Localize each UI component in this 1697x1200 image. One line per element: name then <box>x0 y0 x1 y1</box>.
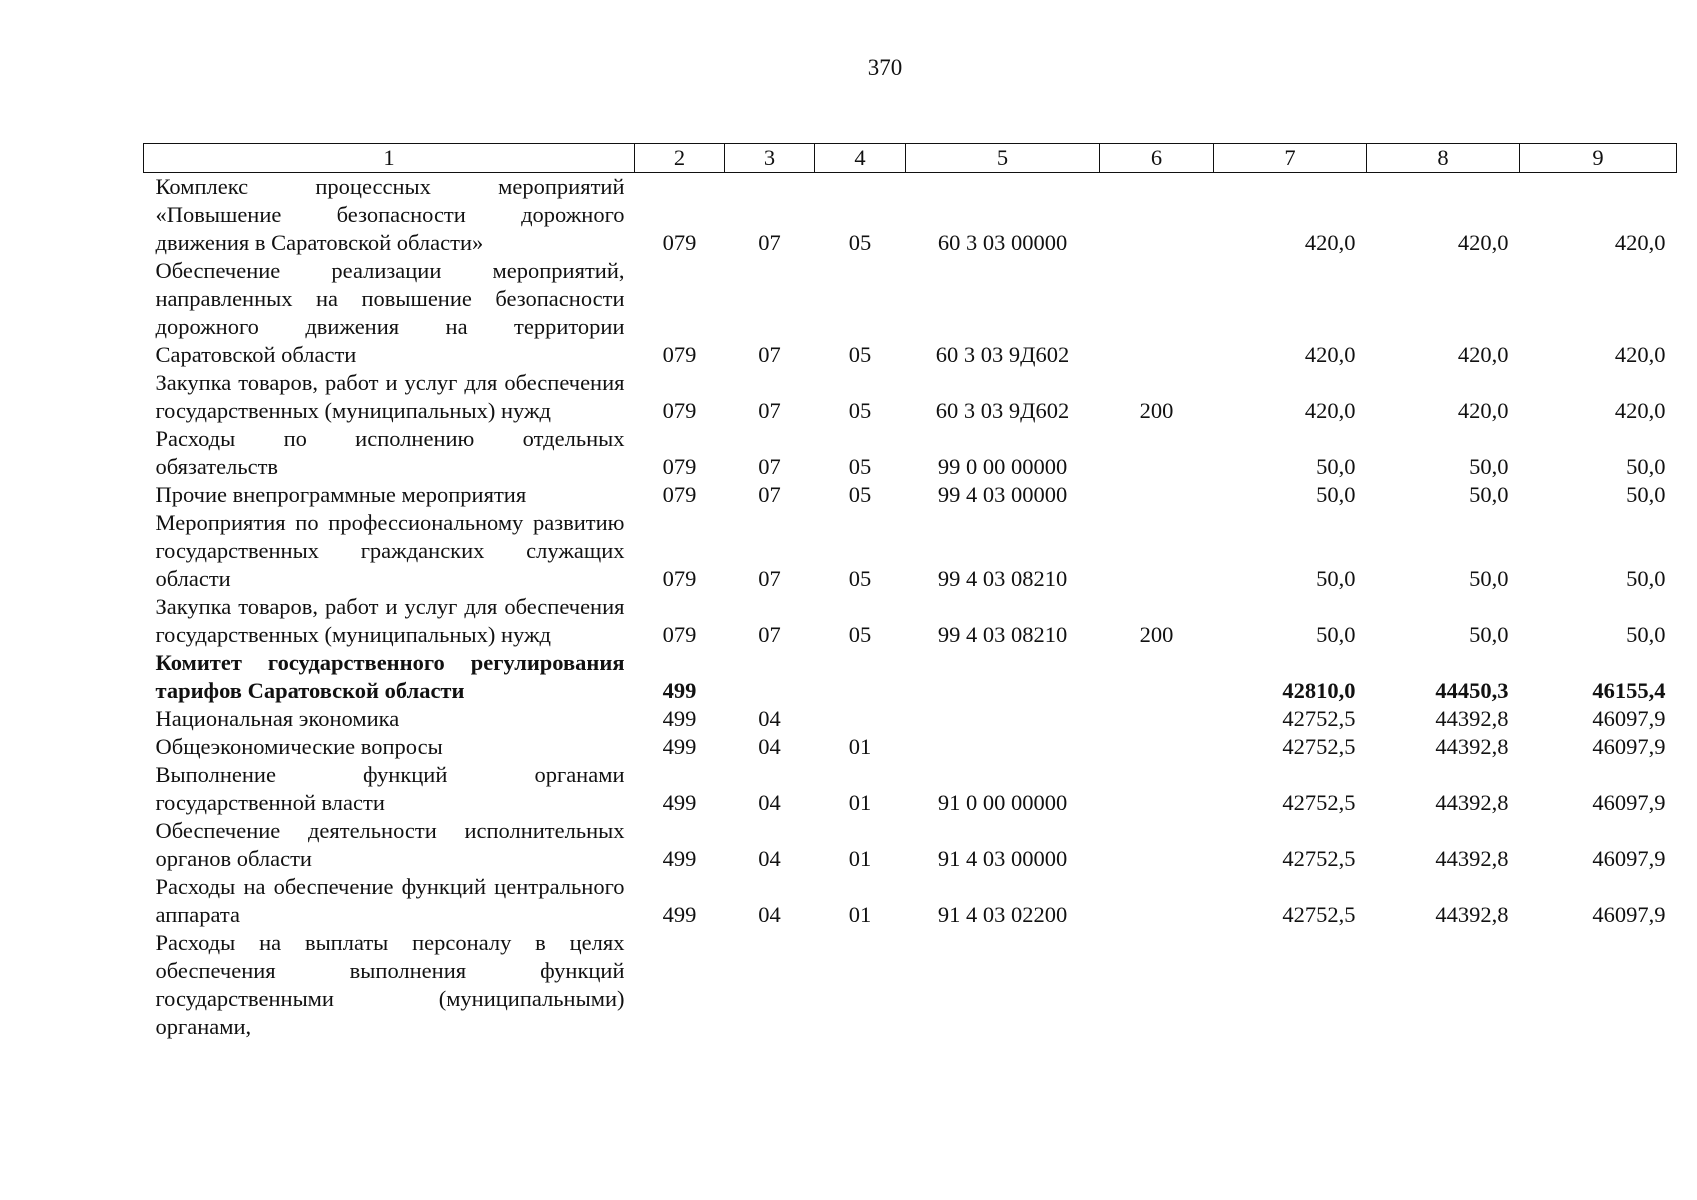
table-row <box>144 733 1677 761</box>
row-expense-type <box>1100 481 1214 509</box>
row-amount-col7: 42810,0 <box>1282 678 1356 703</box>
row-admin-code: 499 <box>662 846 697 871</box>
row-expense-type <box>1100 257 1214 369</box>
table-row <box>144 173 1677 258</box>
row-target-article: 99 4 03 08210 <box>937 566 1068 591</box>
row-amount-col9: 420,0 <box>1614 342 1666 367</box>
row-amount-col7: 42752,5 <box>1282 706 1356 731</box>
row-target-article: 91 4 03 02200 <box>937 902 1068 927</box>
row-expense-type <box>1100 705 1214 733</box>
row-name: Прочие внепрограммные мероприятия <box>155 482 527 507</box>
table-row <box>144 425 1677 481</box>
row-expense-type <box>1100 873 1214 929</box>
row-name: Национальная экономика <box>155 706 400 731</box>
row-target-article: 99 0 00 00000 <box>937 454 1068 479</box>
row-expense-type <box>1100 425 1214 481</box>
row-admin-code: 499 <box>662 790 697 815</box>
row-admin-code: 079 <box>662 342 697 367</box>
row-subsection-code: 01 <box>848 734 872 759</box>
row-section-code: 04 <box>758 734 781 759</box>
row-target-article <box>906 649 1100 705</box>
table-row <box>144 649 1677 705</box>
column-header: 5 <box>906 144 1100 173</box>
table-row <box>144 481 1677 509</box>
row-amount-col9: 46097,9 <box>1592 790 1666 815</box>
row-expense-type <box>1100 817 1214 873</box>
row-amount-col9: 420,0 <box>1614 230 1666 255</box>
row-admin-code: 079 <box>662 566 697 591</box>
row-name: Общеэкономические вопросы <box>155 734 443 759</box>
row-subsection-code: 01 <box>848 790 872 815</box>
row-expense-type <box>1100 173 1214 258</box>
table-row <box>144 761 1677 817</box>
row-admin-code: 079 <box>662 230 697 255</box>
row-section-code: 07 <box>758 482 781 507</box>
row-amount-col8: 50,0 <box>1469 622 1509 647</box>
page-number: 370 <box>867 55 903 80</box>
row-name: Обеспечение деятельности исполнительных органов области <box>155 818 625 871</box>
row-subsection-code: 01 <box>848 902 872 927</box>
row-amount-col9: 50,0 <box>1626 482 1666 507</box>
row-section-code: 04 <box>758 790 781 815</box>
row-name: Закупка товаров, работ и услуг для обеспечения государственных (муниципальных) нужд <box>155 370 625 423</box>
row-amount-col8: 420,0 <box>1457 342 1509 367</box>
row-target-article: 60 3 03 9Д602 <box>935 398 1070 423</box>
row-subsection-code: 05 <box>848 566 872 591</box>
row-amount-col8: 44450,3 <box>1435 678 1509 703</box>
row-subsection-code: 05 <box>848 482 872 507</box>
row-section-code: 07 <box>758 566 781 591</box>
row-subsection-code: 05 <box>848 230 872 255</box>
row-target-article <box>906 929 1100 1041</box>
row-section-code: 04 <box>758 902 781 927</box>
table-row <box>144 257 1677 369</box>
row-subsection-code <box>815 929 906 1041</box>
row-amount-col8: 420,0 <box>1457 230 1509 255</box>
row-section-code: 07 <box>758 454 781 479</box>
row-amount-col9: 46155,4 <box>1592 678 1666 703</box>
row-target-article: 91 0 00 00000 <box>937 790 1068 815</box>
row-amount-col9: 50,0 <box>1626 566 1666 591</box>
row-section-code: 07 <box>758 230 781 255</box>
row-target-article: 60 3 03 00000 <box>937 230 1068 255</box>
row-section-code: 07 <box>758 342 781 367</box>
table-row <box>144 593 1677 649</box>
row-expense-type: 200 <box>1139 398 1174 423</box>
row-admin-code: 499 <box>662 706 697 731</box>
column-header: 6 <box>1100 144 1214 173</box>
row-name: Расходы на выплаты персоналу в целях обеспечения выполнения функций государственными (муниципальными) органами, <box>155 930 625 1039</box>
column-header: 3 <box>725 144 815 173</box>
row-subsection-code: 05 <box>848 454 872 479</box>
row-name: Закупка товаров, работ и услуг для обеспечения государственных (муниципальных) нужд <box>155 594 625 647</box>
table-row <box>144 817 1677 873</box>
row-amount-col7: 50,0 <box>1316 454 1356 479</box>
row-amount-col7: 420,0 <box>1304 398 1356 423</box>
row-amount-col8: 44392,8 <box>1435 846 1509 871</box>
row-name: Мероприятия по профессиональному развитию государственных гражданских служащих области <box>155 510 625 591</box>
row-admin-code: 079 <box>662 482 697 507</box>
row-amount-col8: 44392,8 <box>1435 790 1509 815</box>
row-subsection-code: 05 <box>848 398 872 423</box>
table-row <box>144 369 1677 425</box>
row-target-article <box>906 705 1100 733</box>
row-amount-col8: 50,0 <box>1469 482 1509 507</box>
column-header: 1 <box>144 144 635 173</box>
row-amount-col9: 46097,9 <box>1592 846 1666 871</box>
row-amount-col7: 420,0 <box>1304 230 1356 255</box>
row-target-article: 91 4 03 00000 <box>937 846 1068 871</box>
row-amount-col9: 46097,9 <box>1592 734 1666 759</box>
row-amount-col9: 420,0 <box>1614 398 1666 423</box>
row-name: Комплекс процессных мероприятий «Повышение безопасности дорожного движения в Саратовской области» <box>155 174 625 255</box>
row-amount-col9: 46097,9 <box>1592 706 1666 731</box>
row-amount-col8: 44392,8 <box>1435 734 1509 759</box>
header-row <box>144 144 1677 173</box>
row-admin-code: 499 <box>662 902 697 927</box>
row-amount-col9 <box>1520 929 1677 1041</box>
row-expense-type <box>1100 761 1214 817</box>
column-header: 7 <box>1214 144 1367 173</box>
table-row <box>144 509 1677 593</box>
row-amount-col7: 42752,5 <box>1282 790 1356 815</box>
row-amount-col7: 420,0 <box>1304 342 1356 367</box>
row-subsection-code: 01 <box>848 846 872 871</box>
row-amount-col8: 44392,8 <box>1435 902 1509 927</box>
row-amount-col7: 42752,5 <box>1282 902 1356 927</box>
row-name: Обеспечение реализации мероприятий, направленных на повышение безопасности дорожного движения на территории Саратовской области <box>155 258 625 367</box>
row-amount-col8: 420,0 <box>1457 398 1509 423</box>
column-header: 4 <box>815 144 906 173</box>
row-amount-col9: 50,0 <box>1626 454 1666 479</box>
row-target-article <box>906 733 1100 761</box>
column-header: 2 <box>635 144 725 173</box>
row-admin-code: 499 <box>662 734 697 759</box>
row-amount-col8: 50,0 <box>1469 566 1509 591</box>
row-amount-col8 <box>1367 929 1520 1041</box>
table-row <box>144 705 1677 733</box>
row-section-code: 04 <box>758 706 781 731</box>
row-section-code <box>725 649 815 705</box>
row-name: Расходы по исполнению отдельных обязательств <box>155 426 625 479</box>
row-admin-code <box>635 929 725 1041</box>
row-amount-col7: 50,0 <box>1316 566 1356 591</box>
row-subsection-code: 05 <box>848 622 872 647</box>
row-admin-code: 079 <box>662 454 697 479</box>
row-admin-code: 079 <box>662 398 697 423</box>
column-header: 9 <box>1520 144 1677 173</box>
row-subsection-code <box>815 705 906 733</box>
row-expense-type: 200 <box>1139 622 1174 647</box>
row-subsection-code <box>815 649 906 705</box>
row-amount-col8: 50,0 <box>1469 454 1509 479</box>
row-section-code: 07 <box>758 398 781 423</box>
table-row <box>144 929 1677 1041</box>
budget-table <box>143 143 1677 1041</box>
row-expense-type <box>1100 509 1214 593</box>
row-subsection-code: 05 <box>848 342 872 367</box>
row-target-article: 99 4 03 00000 <box>937 482 1068 507</box>
row-name: Комитет государственного регулирования тарифов Саратовской области <box>155 650 625 703</box>
row-amount-col8: 44392,8 <box>1435 706 1509 731</box>
row-expense-type <box>1100 649 1214 705</box>
row-section-code <box>725 929 815 1041</box>
table-row <box>144 873 1677 929</box>
row-expense-type <box>1100 733 1214 761</box>
row-amount-col7: 50,0 <box>1316 622 1356 647</box>
row-target-article: 99 4 03 08210 <box>937 622 1068 647</box>
row-target-article: 60 3 03 9Д602 <box>935 342 1070 367</box>
row-amount-col7: 42752,5 <box>1282 734 1356 759</box>
row-name: Расходы на обеспечение функций центрального аппарата <box>155 874 625 927</box>
row-amount-col7 <box>1214 929 1367 1041</box>
row-section-code: 07 <box>758 622 781 647</box>
row-admin-code: 499 <box>662 678 697 703</box>
row-section-code: 04 <box>758 846 781 871</box>
row-amount-col7: 42752,5 <box>1282 846 1356 871</box>
row-amount-col9: 50,0 <box>1626 622 1666 647</box>
row-amount-col9: 46097,9 <box>1592 902 1666 927</box>
table-body <box>144 173 1677 1042</box>
table-header <box>144 144 1677 173</box>
row-admin-code: 079 <box>662 622 697 647</box>
row-name: Выполнение функций органами государственной власти <box>155 762 625 815</box>
column-header: 8 <box>1367 144 1520 173</box>
row-expense-type <box>1100 929 1214 1041</box>
row-amount-col7: 50,0 <box>1316 482 1356 507</box>
